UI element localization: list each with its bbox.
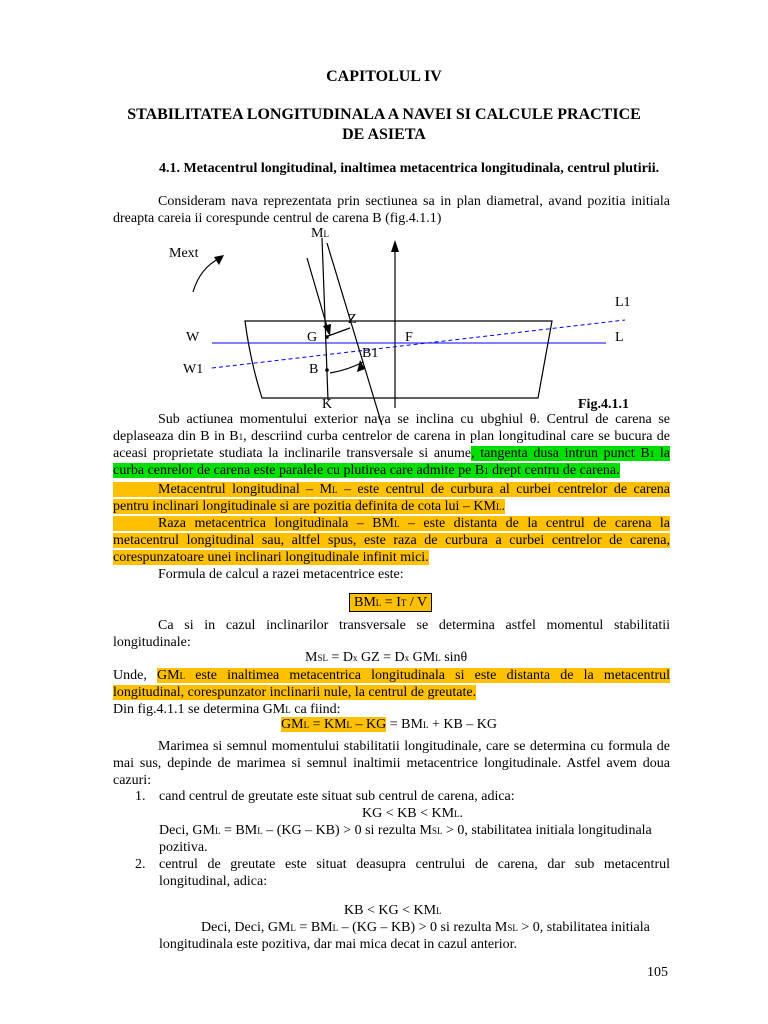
formula-msl: MSL = Dx GZ = Dx GML sinθ xyxy=(305,650,468,665)
p1-line-2: deplaseaza din B in B1, descriind curba centrelor de carena in plan longitudinal care se bucura de xyxy=(113,429,670,444)
label-l: L xyxy=(615,330,624,345)
p3-line-3: corespunzatoare unei inclinari longitudinale infinit mici. xyxy=(113,550,429,565)
case2-line-1: centrul de greutate este situat deasupra centrului de carena, dar sub metacentrul xyxy=(159,857,670,872)
label-z: Z xyxy=(348,312,357,327)
p1-line-3: aceasi proprietate studiata la inclinarile transversale si anume, tangenta dusa intrun punct B1 la xyxy=(113,446,670,461)
label-k: K xyxy=(322,397,333,412)
line-ml-g xyxy=(307,258,328,330)
p6-line-2: longitudinal, corespunzator inclinarii nule, la centrul de greutate. xyxy=(113,685,477,700)
label-b: B xyxy=(309,362,319,377)
case1-number: 1. xyxy=(135,789,146,804)
p4-line: Formula de calcul a razei metacentrice este: xyxy=(158,567,404,582)
label-w: W xyxy=(186,330,200,345)
section-heading: 4.1. Metacentrul longitudinal, inaltimea metacentrica longitudinala, centrul plutirii. xyxy=(159,161,660,176)
p2-line-2: pentru inclinari longitudinale si are pozitia definita de cota lui – KML. xyxy=(113,499,505,514)
point-g xyxy=(325,335,329,339)
waterline-w1l1 xyxy=(212,320,625,368)
case1-line-4: pozitiva. xyxy=(159,840,208,855)
formula-bml: BML = IT / V xyxy=(349,595,432,611)
page-number: 105 xyxy=(647,965,668,980)
title-line-1: STABILITATEA LONGITUDINALA A NAVEI SI CALCULE PRACTICE xyxy=(127,106,641,123)
p3-line-1: Raza metacentrica longitudinala – BML – este distanta de la centrul de carena la xyxy=(113,515,670,533)
label-w1: W1 xyxy=(183,362,204,377)
point-b xyxy=(325,368,329,372)
p8-line-1: Marimea si semnul momentului stabilitatii longitudinale, care se determina cu formula de xyxy=(158,739,670,754)
mext-arrow xyxy=(193,258,220,292)
p6-line-1: Unde, GML este inaltimea metacentrica longitudinala si este distanta de la metacentrul xyxy=(113,668,671,683)
title-line-2: DE ASIETA xyxy=(342,126,426,143)
arrow-to-g xyxy=(323,324,331,336)
p5-line-1: Ca si in cazul inclinarilor transversale se determina astfel momentul stabilitatii xyxy=(158,618,670,633)
p5-line-2: longitudinale: xyxy=(113,635,191,650)
vertical-axis-arrow xyxy=(391,240,399,252)
label-ml: ML xyxy=(311,226,329,241)
label-g: G xyxy=(307,330,318,345)
p8-line-2: mai sus, depinde de marimea si semnul inaltimii metacentrice longitudinale. Astfel avem doua xyxy=(113,756,670,771)
figure-caption: Fig.4.1.1 xyxy=(578,397,629,412)
label-f: F xyxy=(405,330,413,345)
p7-line: Din fig.4.1.1 se determina GML ca fiind: xyxy=(113,702,341,717)
label-l1: L1 xyxy=(615,295,631,310)
case2-line-5: longitudinala este pozitiva, dar mai mica decat in cazul anterior. xyxy=(159,937,518,952)
label-mext: Mext xyxy=(169,246,199,261)
p2-line-1: Metacentrul longitudinal – ML – este centrul de curbura al curbei centrelor de carena xyxy=(113,481,670,499)
segment-gz xyxy=(328,328,350,336)
case1-formula: KG < KB < KML. xyxy=(362,806,464,821)
label-b1: B1 xyxy=(362,346,379,361)
hull-section xyxy=(245,321,552,398)
case2-line-4: Deci, Deci, GML = BML – (KG – KB) > 0 si rezulta MSL > 0, stabilitatea initiala xyxy=(201,920,650,935)
figure-4-1-1 xyxy=(0,0,768,430)
case1-line-3: Deci, GML = BML – (KG – KB) > 0 si rezulta MSL > 0, stabilitatea initiala longitudinala xyxy=(159,823,652,838)
intro-line-1: Consideram nava reprezentata prin sectiunea sa in plan diametral, avand pozitia initiala xyxy=(158,194,670,209)
case2-formula: KB < KG < KML xyxy=(344,903,442,918)
p1-line-4: curba cenrelor de carena este paralele cu plutirea care admite pe B1 drept centru de carena. xyxy=(113,463,620,478)
formula-gml: GML = KML – KG = BML + KB – KG xyxy=(281,717,498,732)
p3-line-2: metacentrul longitudinal sau, altfel spus, este raza de curbura a curbei centrelor de carena, xyxy=(113,533,670,548)
case2-number: 2. xyxy=(135,857,146,872)
case2-line-2: longitudinal, adica: xyxy=(159,874,268,889)
intro-line-2: dreapta careia ii corespunde centrul de carena B (fig.4.1.1) xyxy=(113,211,442,226)
case1-line-1: cand centrul de greutate este situat sub centrul de carena, adica: xyxy=(159,789,515,804)
p1-line-1: Sub actiunea momentului exterior nava se inclina cu ubghiul θ. Centrul de carena se xyxy=(158,412,670,427)
chapter-heading: CAPITOLUL IV xyxy=(326,68,442,85)
p8-line-3: cazuri: xyxy=(113,773,152,788)
